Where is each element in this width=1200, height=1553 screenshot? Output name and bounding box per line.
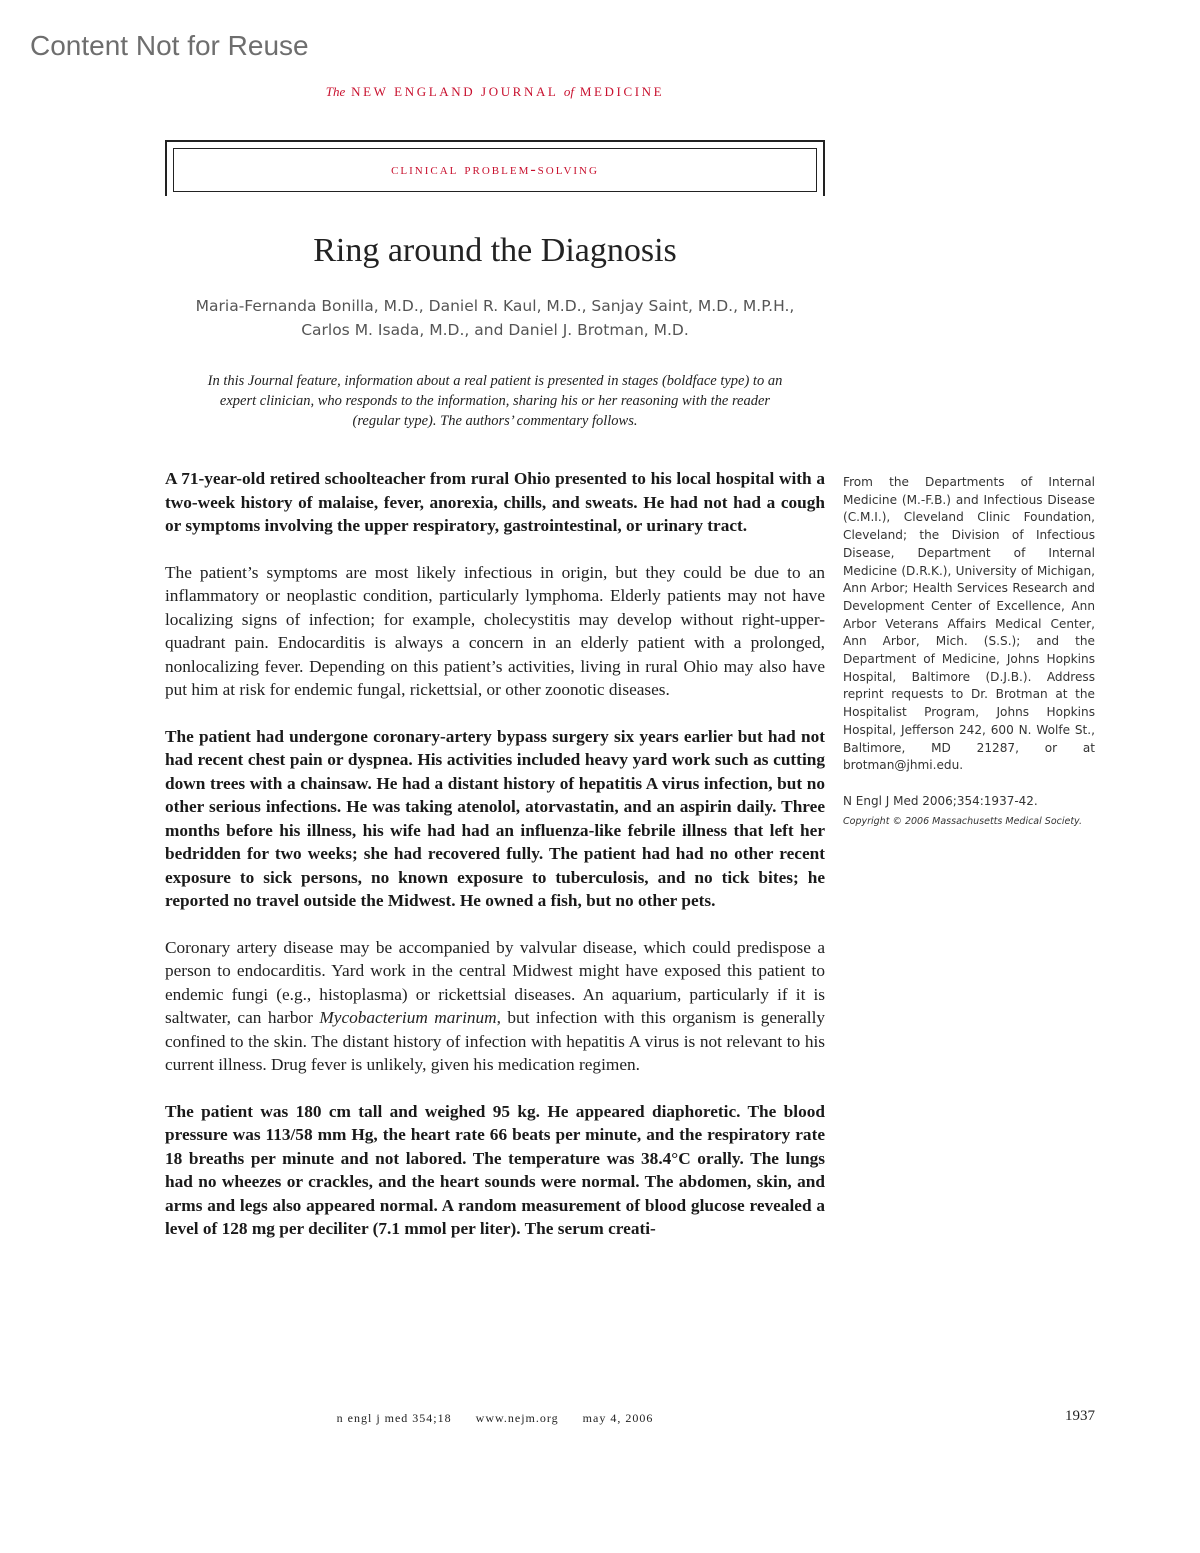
discussion-text-b: , but infection with this organism is generally confined to the skin. The distant history of infection with hepatitis A virus is not relevant to his current illness. Drug fever is unlikely, given his medication regimen. — [165, 1008, 826, 1074]
organism-name: Mycobacterium marinum — [319, 1008, 497, 1027]
case-paragraph-1: A 71-year-old retired schoolteacher from rural Ohio presented to his local hospital with a two-week history of malaise, fever, anorexia, chills, and sweats. He had not had a cough or symptoms involving the upper respiratory, gastrointestinal, or urinary tract. — [165, 469, 825, 535]
footer-date: may 4, 2006 — [582, 1411, 654, 1425]
authors-line-1: Maria-Fernanda Bonilla, M.D., Daniel R. Kaul, M.D., Sanjay Saint, M.D., M.P.H., — [195, 297, 795, 315]
masthead-mid: of — [563, 84, 574, 99]
case-paragraph-2: The patient had undergone coronary-artery bypass surgery six years earlier but had not had recent chest pain or dyspnea. His activities included heavy yard work such as cutting down trees with a chainsaw. He had a distant history of hepatitis A virus infection, but no other serious infections. He was taking atenolol, atorvastatin, and an aspirin daily. Three months before his illness, his wife had had an influenza-like febrile illness that left her bedridden for two weeks; she had recovered fully. The patient had had no other recent exposure to sick persons, no known exposure to tuberculosis, and no tick bites; he reported no travel outside the Midwest. He owned a fish, but no other pets. — [165, 726, 825, 910]
footer-journal: n engl j med 354;18 — [336, 1411, 452, 1425]
author-affiliations: From the Departments of Internal Medicine (M.-F.B.) and Infectious Disease (C.M.I.), Cleveland Clinic Foundation, Cleveland; the Division of Infectious Disease, Department of Internal Medicine (D.R.K.), University of Michigan, Ann Arbor; Health Services Research and Development Center of Excellence, Ann Arbor Veterans Affairs Medical Center, Ann Arbor, Mich. (S.S.); and the Department of Medicine, Johns Hopkins Hospital, Baltimore (D.J.B.). Address reprint requests to Dr. Brotman at the Hospitalist Program, Johns Hopkins Hospital, Jefferson 242, 600 N. Wolfe St., Baltimore, MD 21287, or at brotman@jhmi.edu. — [843, 475, 1095, 773]
discussion-paragraph-2 — [165, 936, 825, 1077]
sidebar-notes — [843, 474, 1095, 830]
authors-line-2: Carlos M. Isada, M.D., and Daniel J. Brotman, M.D. — [301, 321, 689, 339]
citation: N Engl J Med 2006;354:1937-42. — [843, 793, 1038, 808]
article-title: Ring around the Diagnosis — [313, 232, 677, 269]
discussion-paragraph-1: The patient’s symptoms are most likely infectious in origin, but they could be due to an inflammatory or neoplastic condition, particularly lymphoma. Elderly patients may not have localizing signs of infection; for example, cholecystitis may develop without right-upper-quadrant pain. Endocarditis is always a concern in an elderly patient with a prolonged, nonlocalizing fever. Depending on this patient’s activities, living in rural Ohio may also have put him at risk for endemic fungal, rickettsial, or other zoonotic diseases. — [165, 562, 825, 699]
feature-intro: In this Journal feature, information about a real patient is presented in stages (boldface type) to an expert clinician, who responds to the information, sharing his or her reasoning with the reader (regular type). The authors’ commentary follows. — [207, 373, 783, 429]
article-body — [165, 467, 825, 1264]
journal-masthead — [0, 84, 990, 100]
author-list — [165, 294, 825, 342]
masthead-pre: The — [325, 84, 346, 99]
page-footer — [0, 1411, 990, 1426]
discussion-text-a: Coronary artery disease may be accompanied by valvular disease, which could predispose a person to endocarditis. Yard work in the central Midwest might have exposed this patient to endemic fungi (e.g., histoplasma) or rickettsial diseases. An aquarium, particularly if it is saltwater, can harbor — [165, 937, 825, 1027]
footer-site: www.nejm.org — [475, 1411, 559, 1425]
copyright: Copyright © 2006 Massachusetts Medical Society. — [843, 815, 1082, 827]
watermark: Content Not for Reuse — [30, 30, 309, 61]
section-header-box — [165, 140, 825, 196]
masthead-name-2: MEDICINE — [579, 84, 665, 99]
masthead-name-1: NEW ENGLAND JOURNAL — [351, 84, 558, 99]
page-number: 1937 — [1065, 1408, 1095, 1424]
section-label: clinical problem-solving — [173, 148, 817, 192]
case-paragraph-3: The patient was 180 cm tall and weighed 95 kg. He appeared diaphoretic. The blood pressure was 113/58 mm Hg, the heart rate 66 beats per minute, and the respiratory rate 18 breaths per minute and not labored. The temperature was 38.4°C orally. The lungs had no wheezes or crackles, and the heart sounds were normal. The abdomen, skin, and arms and legs also appeared normal. A random measurement of blood glucose revealed a level of 128 mg per deciliter (7.1 mmol per liter). The serum creati- — [165, 1101, 825, 1238]
